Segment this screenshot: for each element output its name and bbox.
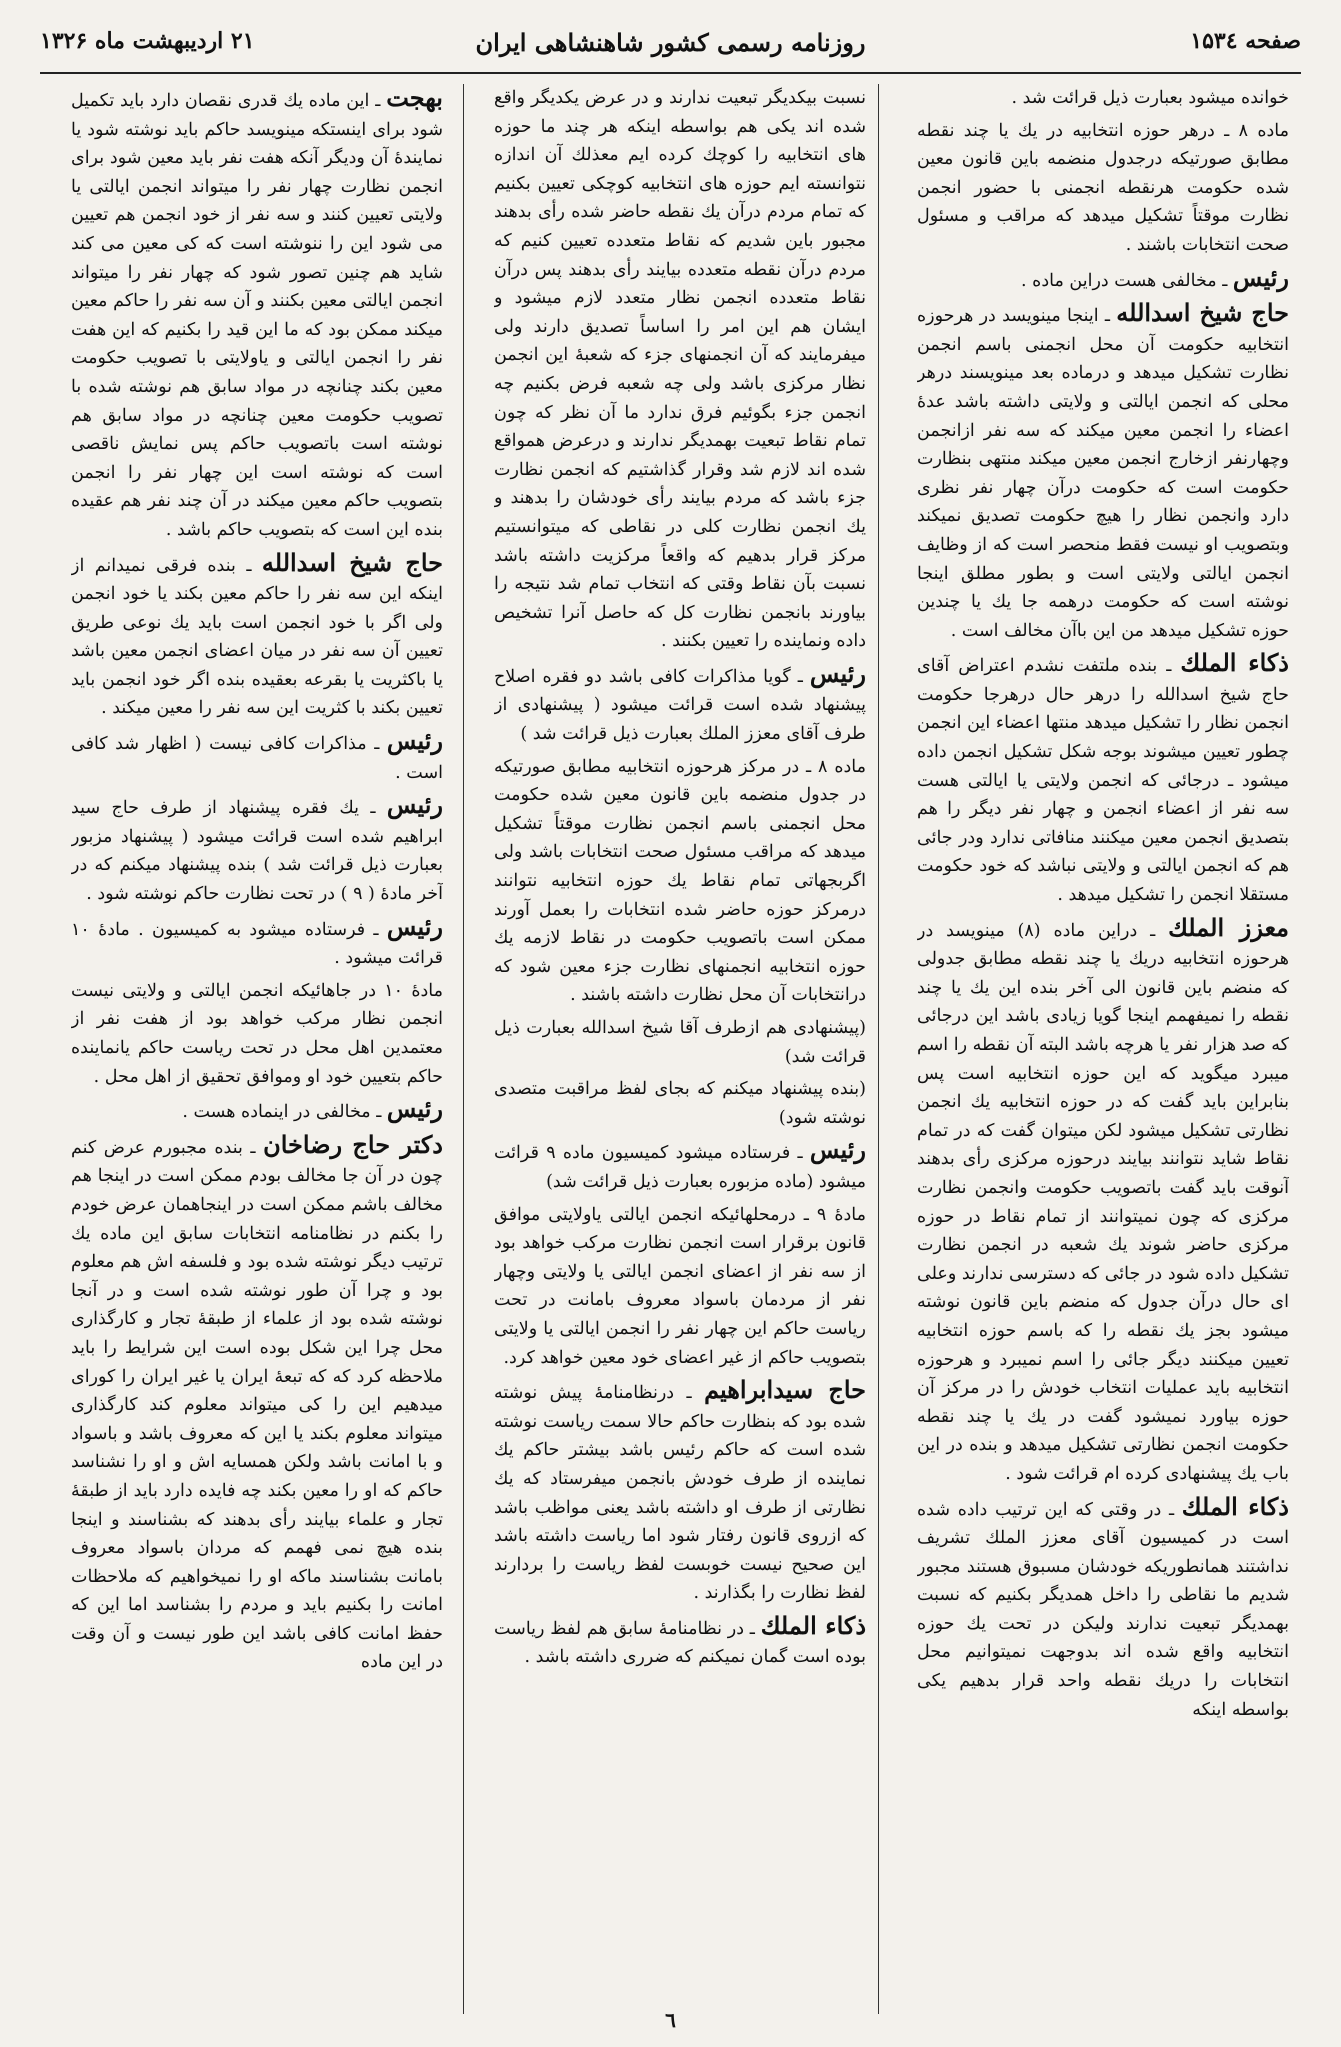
paragraph: حاج سیدابراهیم ـ درنظامنامهٔ پیش نوشته شده بود که بنظارت حاکم حالا سمت ریاست نوشته شده است که حاکم رئیس باشد بیشتر حاکم یك نماینده از طرف خودش بانجمن میفرستاد که یك نظارتی از طرف او داشته باشد یعنی مواظب باشد که ازروی قانون رفتار شود اما ریاست داشته باشد این صحیح نیست خوبست لفظ ریاست را بردارند لفظ نظارت را بگذارند . xyxy=(494,1375,866,1604)
paragraph: ذکاء الملك ـ در وقتی که این ترتیب داده شده است در کمیسیون آقای معزز الملك تشریف نداشتند همانطوریکه خودشان مسبوق هستند مجبور شدیم ما نقاطی را داخل همدیگر بکنیم که نسبت بهمدیگر تبعیت ندارند ولیکن در تحت یك حوزه انتخابیه واقع شده اند بدوجهت نمیتوانیم محل انتخابات را دریك نقطه واحد قرار بدهیم یکی بواسطه اینکه xyxy=(917,1491,1289,1720)
paragraph-text: فرستاده میشود کمیسیون ماده ۹ قرائت میشود (ماده مزبوره بعبارت ذیل قرائت شد) xyxy=(494,1143,866,1192)
paragraph: رئیس ـ یك فقره پیشنهاد از طرف حاج سید ابراهیم شده است قرائت میشود ( پیشنهاد مزبور بعبارت ذیل قرائت شد ) بنده پیشنهاد میکنم که در آخر مادهٔ ( ۹ ) در تحت نظارت حاکم نوشته شود . xyxy=(71,790,443,905)
paragraph-text: این ماده یك قدری نقصان دارد باید تکمیل شود برای اینستکه مینویسد حاکم باید نوشته شود یا نمایندهٔ آن ودیگر آنکه هفت نفر باید معین شود برای انجمن نظارت چهار نفر را میتواند انجمن ایالتی یا ولایتی تعیین کنند و سه نفر از خود انجمن هم تعیین می شود این را ننوشته است که کی معین می کند شاید هم چنین تصور شود که چهار نفر را میتواند انجمن ایالتی معین بکنند و آن سه نفر را حاکم معین میکند ممکن بود که ما این قید را بکنیم که این هفت نفر را انجمن ایالتی و یاولایتی با تصویب حکومت معین بکند چنانچه در مواد سابق هم نوشته شده با تصویب حکومت معین چنانچه در مواد سابق هم نوشته است باتصویب حاکم پس نمایش ناقصی است که نوشته است این چهار نفر را انجمن بتصویب حاکم معین میکند در آن چند نفر هم عقیده بنده این است که بتصویب حاکم باشد . xyxy=(71,91,443,540)
paragraph: رئیس ـ مخالفی هست دراین ماده . xyxy=(1021,262,1289,292)
paragraph: ذکاء الملك ـ در نظامنامهٔ سابق هم لفظ ریاست بوده است گمان نمیکنم که ضرری داشته باشد . xyxy=(494,1610,866,1668)
column-right xyxy=(917,84,1289,2004)
paragraph-text: (پیشنهادی هم ازطرف آقا شیخ اسدالله بعبارت ذیل قرائت شد) xyxy=(494,1018,866,1067)
speaker-name: رئیس xyxy=(809,658,866,688)
paragraph: حاج شیخ اسدالله ـ بنده فرقی نمیدانم از اینکه این سه نفر را حاکم معین بکند یا خود انجمن ولی اگر با خود انجمن است باید یك نوعی طریق تعیین آن سه نفر در میان اعضای انجمن معین باشد یا باکثریت یا بقرعه بعقیده بنده اگر خود انجمن باید تعیین بکند با کثریت این سه نفر را معین میکند . xyxy=(71,547,443,719)
paragraph-text: ماده ۸ ـ در مرکز هرحوزه انتخابیه مطابق صورتیکه در جدول منضمه باین قانون معین شده حکومت محل انجمنی باسم انجمن نظارت موقتاً تشکیل میدهد که مراقب مسئول صحت انتخابات باشد ولی اگربجهاتی تمام نقاط یك حوزه انتخابیه نتوانند درمرکز حوزه حاضر شده انتخابات را بعمل آورند ممکن است باتصویب حکومت در نقاط لازمه یك حوزه انتخابیه انجمنهای نظارت جزء معین شود که درانتخابات آن محل نظارت داشته باشند . xyxy=(494,756,866,1006)
paragraph xyxy=(494,1201,866,1373)
paragraph xyxy=(494,1014,866,1071)
paragraph: حاج شیخ اسدالله ـ اینجا مینویسد در هرحوزه انتخابیه حکومت آن محل انجمنی باسم انجمن نظارت تشکیل میدهد و درماده بعد مینویسند درهر محلی که انجمن ایالتی و ولایتی داشته باشد عدهٔ اعضاء را انجمن معین میکند که سه نفر ازانجمن وچهارنفر ازخارج انجمن معین میکند منتهی بنظارت حکومت است که حکومت درآن چهار نفر نظری دارد وانجمن نظار را هیچ حکومت تصدیق نمیکند وبتصویب او نیست فقط منحصر است که از وظایف انجمن ایالتی ولایتی است و بطور مطلق اینجا نوشته است که حکومت درهمه جا یك یا چندین حوزه تشکیل میدهد من این باآن مخالف است . xyxy=(917,298,1289,641)
paragraph xyxy=(917,84,1289,113)
speaker-name: رئیس xyxy=(386,1094,443,1124)
speaker-name: رئیس xyxy=(809,1135,866,1165)
speaker-name: رئیس xyxy=(1232,262,1289,292)
paragraph-text: بنده ملتفت نشدم اعتراض آقای حاج شیخ اسدالله را درهر حال درهرجا حکومت انجمن نظار را تشکیل میدهد منتها اعضاء این انجمن چطور تعیین میشوند بوجه شکل تشکیل انجمن داده میشود ـ درجائی که انجمن ولایتی یا ایالتی هست سه نفر از اعضاء انجمن و چهار نفر دیگر را هم بتصدیق انجمن معین میکنند منافاتی ندارد ودر جائی هم که انجمن ایالتی و ولایتی نباشد که خود حکومت مستقلا انجمن را تشکیل میدهد . xyxy=(917,656,1289,906)
speaker-name: حاج سیدابراهیم xyxy=(704,1375,866,1405)
paragraph-text: گویا مذاکرات کافی باشد دو فقره اصلاح پیشنهاد شده است قرائت میشود ( پیشنهادی از طرف آقای معزز الملك بعبارت ذیل قرائت شد ) xyxy=(494,666,866,745)
speaker-name: دکتر حاج رضاخان xyxy=(263,1129,443,1159)
paragraph-text: نسبت بیکدیگر تبعیت ندارند و در عرض یکدیگر واقع شده اند یکی هم بواسطه اینکه هر چند ما حوزه های انتخابیه را کوچك کرده ایم معذلك آن اندازه نتوانسته ایم حوزه های انتخابیه کوچکی تعیین بکنیم که تمام مردم درآن یك نقطه حاضر شده رأی بدهند مجبور باین شدیم که نقاط متعدده تعیین کنیم که مردم درآن نقطه متعدده بیایند رأی بدهند پس درآن نقاط متعدده انجمن نظار متعدد لازم میشود و ایشان هم این امر را اساساً تصدیق دارند ولی میفرمایند که آن انجمنهای جزء که شعبهٔ این انجمن نظار مرکزی باشد ولی چه شعبه فرض بکنیم چه انجمن جزء بگوئیم فرق ندارد ما آن نظر که چون تمام نقاط تبعیت بهمدیگر ندارند و درعرض همواقع شده اند لازم شد وقرار گذاشتیم که انجمن نظارت جزء باشد که مردم بیایند رأی خودشان را بدهند و یك انجمن نظارت کلی در نقاطی که میتوانستیم مرکز قرار بدهیم که واقعاً مرکزیت داشته باشد نسبت بآن نقاط وقتی که انتخاب تمام شد نتیجه را بیاورند بانجمن نظارت کل که حاصل آنرا تشخیص داده ونماینده را تعیین بکنند . xyxy=(494,88,866,652)
paragraph xyxy=(917,117,1289,260)
page-label: صفحه ۱۵۳٤ xyxy=(1190,28,1301,54)
paragraph-text: درنظامنامهٔ پیش نوشته شده بود که بنظارت حاکم حالا سمت ریاست نوشته شده است که حاکم رئیس باشد بیشتر حاکم یك نماینده از طرف خودش بانجمن میفرستاد که یك نظارتی از طرف او داشته باشد یعنی مواظب باشد که ازروی قانون رفتار شود اما ریاست داشته باشد این صحیح نیست خوبست لفظ ریاست را بردارند لفظ نظارت را بگذارند . xyxy=(494,1383,866,1604)
paragraph xyxy=(71,977,443,1091)
paragraph: رئیس ـ مذاکرات کافی نیست ( اظهار شد کافی است . xyxy=(71,726,443,783)
speaker-name: رئیس xyxy=(386,726,443,756)
speaker-name: بهجت xyxy=(386,84,443,112)
paragraph: دکتر حاج رضاخان ـ بنده مجبورم عرض کنم چون در آن جا مخالف بودم ممکن است در اینجا هم مخالف باشم ممکن است در اینجاهمان عرض خودم را بکنم در نظامنامه انتخابات سابق این ماده یك ترتیب دیگر نوشته شده بود و فلسفه اش هم معلوم بود و چرا آن طور نوشته شده است و در آنجا نوشته شده بود از علماء از طبقهٔ تجار و کارگذاری محل چرا این شکل بوده است این شرایط را باید ملاحظه کرد که که تبعهٔ ایران یا غیر ایران را کورای میدهیم این را کی میتواند معلوم کند کارگذاری میتواند معلوم بکند یا این که معروف باشد و باسواد و با امانت باشد ولکن همسایه اش و او را نشناسد حاکم که او را معین بکند چه فایده دارد باید از طبقهٔ تجار و علماء بیایند رأی بدهند که بشناسند و اینجا بنده هیچ نمی فهمم که مردان باسواد معروف بامانت بشناسند ماکه او را نمیخواهیم که ملاحظات امانت را بکنیم باید و مردم را بشناسد اما این که حفظ امانت کافی باشد این طور نیست و آن وقت در این ماده xyxy=(71,1129,443,1673)
paragraph-text: فرستاده میشود به کمیسیون . مادهٔ ۱۰ قرائت میشود . xyxy=(71,919,443,969)
paragraph: رئیس ـ گویا مذاکرات کافی باشد دو فقره اصلاح پیشنهاد شده است قرائت میشود ( پیشنهادی از طرف آقای معزز الملك بعبارت ذیل قرائت شد ) xyxy=(494,658,866,745)
speaker-name: معزز الملك xyxy=(1168,912,1289,942)
paragraph: رئیس ـ مخالفی در اینماده هست . xyxy=(182,1094,443,1124)
paragraph-text: بنده مجبورم عرض کنم چون در آن جا مخالف بودم ممکن است در اینجا هم مخالف باشم ممکن است در اینجاهمان عرض خودم را بکنم در نظامنامه انتخابات سابق این ماده یك ترتیب دیگر نوشته شده بود و فلسفه اش هم معلوم بود و چرا آن طور نوشته شده است و در آنجا نوشته شده بود از علماء از طبقهٔ تجار و کارگذاری محل چرا این شکل بوده است این شرایط را باید ملاحظه کرد که که تبعهٔ ایران یا غیر ایران را کورای میدهیم این را کی میتواند معلوم کند کارگذاری میتواند معلوم بکند یا این که معروف باشد و باسواد و با امانت باشد ولکن همسایه اش و او را نشناسد حاکم که او را معین بکند چه فایده دارد باید از طبقهٔ تجار و علماء بیایند رأی بدهند که بشناسند و اینجا بنده هیچ نمی فهمم که مردان باسواد معروف بامانت بشناسند ماکه او را نمیخواهیم که ملاحظات امانت را بکنیم باید و مردم را بشناسد اما این که حفظ امانت کافی باشد این طور نیست و آن وقت در این ماده xyxy=(71,1137,443,1673)
paragraph-text: مادهٔ ۹ ـ درمحلهائیکه انجمن ایالتی یاولایتی موافق قانون برقرار است انجمن نظارت مرکب خواهد بود از سه نفر از اعضای انجمن ایالتی یا ولایتی وچهار نفر از مردمان باسواد معروف بامانت در تحت ریاست حاکم این چهار نفر را انجمن ایالتی یا ولایتی بتصویب حاکم از غیر اعضای خود معین خواهد کرد. xyxy=(494,1204,866,1368)
paragraph xyxy=(494,753,866,1010)
speaker-name: رئیس xyxy=(386,911,443,941)
paragraph xyxy=(494,84,866,656)
paragraph-text: (بنده پیشنهاد میکنم که بجای لفظ مراقبت متصدی نوشته شود) xyxy=(494,1079,866,1128)
issue-date: ۲۱ اردیبهشت ماه ۱۳۲۶ xyxy=(40,28,255,54)
paragraph-text: مخالفی در اینماده هست . xyxy=(182,1102,371,1123)
paragraph: ذکاء الملك ـ بنده ملتفت نشدم اعتراض آقای حاج شیخ اسدالله را درهر حال درهرجا حکومت انجمن نظار را تشکیل میدهد منتها اعضاء این انجمن چطور تعیین میشوند بوجه شکل تشکیل انجمن داده میشود ـ درجائی که انجمن ولایتی یا ایالتی هست سه نفر از اعضاء انجمن و چهار نفر دیگر را هم بتصدیق انجمن معین میکنند منافاتی ندارد ودر جائی هم که انجمن ایالتی و ولایتی نباشد که خود حکومت مستقلا انجمن را تشکیل میدهد . xyxy=(917,648,1289,906)
paragraph-text: یك فقره پیشنهاد از طرف حاج سید ابراهیم شده است قرائت میشود ( پیشنهاد مزبور بعبارت ذیل قرائت شد ) بنده پیشنهاد میکنم که در آخر مادهٔ ( ۹ ) در تحت نظارت حاکم نوشته شود . xyxy=(71,798,443,905)
column-middle xyxy=(494,84,866,2004)
speaker-name: رئیس xyxy=(386,790,443,820)
paragraph-text: اینجا مینویسد در هرحوزه انتخابیه حکومت آن محل انجمنی باسم انجمن نظارت تشکیل میدهد و درماده بعد مینویسند درهر محلی که انجمن ایالتی و ولایتی داشته باشد عدهٔ اعضاء را انجمن معین میکند که سه نفر ازانجمن وچهارنفر ازخارج انجمن معین میکند منتهی بنظارت حکومت است که حکومت درآن چهار نفر نظری دارد وانجمن نظار را هیچ حکومت تصدیق نمیکند وبتصویب او نیست فقط منحصر است که از وظایف انجمن ایالتی ولایتی است و بطور مطلق اینجا نوشته است که حکومت درهمه جا یك یا چندین حوزه تشکیل میدهد من این باآن مخالف است . xyxy=(917,306,1289,641)
paragraph: معزز الملك ـ دراین ماده (۸) مینویسد در هرحوزه انتخابیه دریك یا چند نقطه مطابق جدولی که منضم باین قانون الی آخر بنده این یك یا چند نقطه را نمیفهمم اینجا گویا زیادی باشد این درجائی که صد هزار نفر یا هرچه باشد البته آن نقطه را اسم میبرد میگوید که این حوزه انتخابیه است پس بنابراین باید گفت که در حوزه انتخابیه یك انجمن نظارتی تشکیل میشود لکن میتوان گفت که در تمام نقاط شاید نتوانند بیایند درحوزه مرکزی رأی بدهند آنوقت باید گفت باتصویب حکومت وانجمن نظارت مرکزی که چون نمیتوانند از تمام نقاط در حوزه مرکزی حاضر شوند یك شعبه در انجمن نظارت تشکیل داده شود در جائی که دسترسی ندارند وعلی ای حال درآن جدول که منضم باین قانون نوشته میشود بجز یك نقطه را که باسم حوزه انتخابیه تعیین میکنند دیگر جائی را اسم نمیبرد و هرحوزه انتخابیه باید عملیات انتخاب خودش را در مرکز آن حوزه بیاورد نمیشود گفت در یك یا چند نقطه حکومت انجمن نظارتی تشکیل میدهد و بنده در این باب یك پیشنهادی کرده ام قرائت شود . xyxy=(917,912,1289,1484)
paragraph-text: ماده ۸ ـ درهر حوزه انتخابیه در یك یا چند نقطه مطابق صورتیکه درجدول منضمه باین قانون معین شده حکومت هرنقطه انجمنی با حضور انجمن نظارت موقتاً تشکیل میدهد که مراقب و مسئول صحت انتخابات باشند . xyxy=(917,120,1289,255)
paragraph-text: مذاکرات کافی نیست ( اظهار شد کافی است . xyxy=(71,734,443,783)
page-number: ٦ xyxy=(665,2008,676,2032)
column-left xyxy=(71,84,443,2004)
paragraph: بهجت ـ این ماده یك قدری نقصان دارد باید تکمیل شود برای اینستکه مینویسد حاکم باید نوشته شود یا نمایندهٔ آن ودیگر آنکه هفت نفر باید معین شود برای انجمن نظارت چهار نفر را میتواند انجمن ایالتی یا ولایتی تعیین کنند و سه نفر از خود انجمن هم تعیین می شود این را ننوشته است که کی معین می کند شاید هم چنین تصور شود که چهار نفر را میتواند انجمن ایالتی معین بکنند و آن سه نفر را حاکم معین میکند ممکن بود که ما این قید را بکنیم که این هفت نفر را انجمن ایالتی و یاولایتی با تصویب حکومت معین بکند چنانچه در مواد سابق هم نوشته شده با تصویب حکومت معین چنانچه در مواد سابق هم نوشته است باتصویب حاکم پس نمایش ناقصی است که نوشته است این چهار نفر را انجمن بتصویب حاکم معین میکند در آن چند نفر هم عقیده بنده این است که بتصویب حاکم باشد . xyxy=(71,84,443,540)
speaker-name: حاج شیخ اسدالله xyxy=(261,547,443,577)
page-header xyxy=(40,22,1301,74)
paragraph-text: مادهٔ ۱۰ در جاهائیکه انجمن ایالتی و ولایتی نیست انجمن نظار مرکب خواهد بود از هفت نفر از معتمدین اهل محل در تحت ریاست حاکم یانماینده حاکم بتعیین خود او وموافق تحقیق از اهل محل . xyxy=(71,980,443,1087)
paragraph: رئیس ـ فرستاده میشود کمیسیون ماده ۹ قرائت میشود (ماده مزبوره بعبارت ذیل قرائت شد) xyxy=(494,1135,866,1192)
speaker-name: ذکاء الملك xyxy=(760,1610,866,1640)
column-divider xyxy=(878,84,879,2014)
column-divider xyxy=(463,84,464,2014)
newspaper-title: روزنامه رسمی کشور شاهنشاهی ایران xyxy=(475,28,866,57)
paragraph-text: دراین ماده (۸) مینویسد در هرحوزه انتخابیه دریك یا چند نقطه مطابق جدولی که منضم باین قانون الی آخر بنده این یك یا چند نقطه را نمیفهمم اینجا گویا زیادی باشد این درجائی که صد هزار نفر یا هرچه باشد البته آن نقطه را اسم میبرد میگوید که این حوزه انتخابیه است پس بنابراین باید گفت که در حوزه انتخابیه یك انجمن نظارتی تشکیل میشود لکن میتوان گفت که در تمام نقاط شاید نتوانند بیایند درحوزه مرکزی رأی بدهند آنوقت باید گفت باتصویب حکومت وانجمن نظارت مرکزی که چون نمیتوانند از تمام نقاط در حوزه مرکزی حاضر شوند یك شعبه در انجمن نظارت تشکیل داده شود در جائی که دسترسی ندارند وعلی ای حال درآن جدول که منضم باین قانون نوشته میشود بجز یك نقطه را که باسم حوزه انتخابیه تعیین میکنند دیگر جائی را اسم نمیبرد و هرحوزه انتخابیه باید عملیات انتخاب خودش را در مرکز آن حوزه بیاورد نمیشود گفت در یك یا چند نقطه حکومت انجمن نظارتی تشکیل میدهد و بنده در این باب یك پیشنهادی کرده ام قرائت شود . xyxy=(917,920,1289,1484)
paragraph: رئیس ـ فرستاده میشود به کمیسیون . مادهٔ ۱۰ قرائت میشود . xyxy=(71,911,443,969)
paragraph-text: بنده فرقی نمیدانم از اینکه این سه نفر را حاکم معین بکند یا خود انجمن ولی اگر با خود انجمن است باید یك نوعی طریق تعیین آن سه نفر در میان اعضای انجمن معین باشد یا باکثریت یا بقرعه بعقیده بنده اگر خود انجمن باید تعیین بکند با کثریت این سه نفر را معین میکند . xyxy=(71,555,443,719)
speaker-name: حاج شیخ اسدالله xyxy=(1116,298,1289,328)
speaker-name: ذکاء الملك xyxy=(1181,1491,1289,1521)
paragraph-text: در وقتی که این ترتیب داده شده است در کمیسیون آقای معزز الملك تشریف نداشتند همانطوریکه خودشان مسبوق هستند مجبور شدیم ما نقاطی را داخل همدیگر بکنیم که نسبت بهمدیگر تبعیت ندارند ولیکن در تحت یك حوزه انتخابیه واقع شده اند بدوجهت نمیتوانیم محل انتخابات را دریك نقطه واحد قرار بدهیم یکی بواسطه اینکه xyxy=(917,1499,1289,1720)
paragraph-text: مخالفی هست دراین ماده . xyxy=(1021,270,1217,291)
paragraph-text: خوانده میشود بعبارت ذیل قرائت شد . xyxy=(1011,88,1289,108)
paragraph-text: در نظامنامهٔ سابق هم لفظ ریاست بوده است گمان نمیکنم که ضرری داشته باشد . xyxy=(494,1618,866,1668)
speaker-name: ذکاء الملك xyxy=(1180,648,1289,678)
paragraph xyxy=(494,1075,866,1132)
